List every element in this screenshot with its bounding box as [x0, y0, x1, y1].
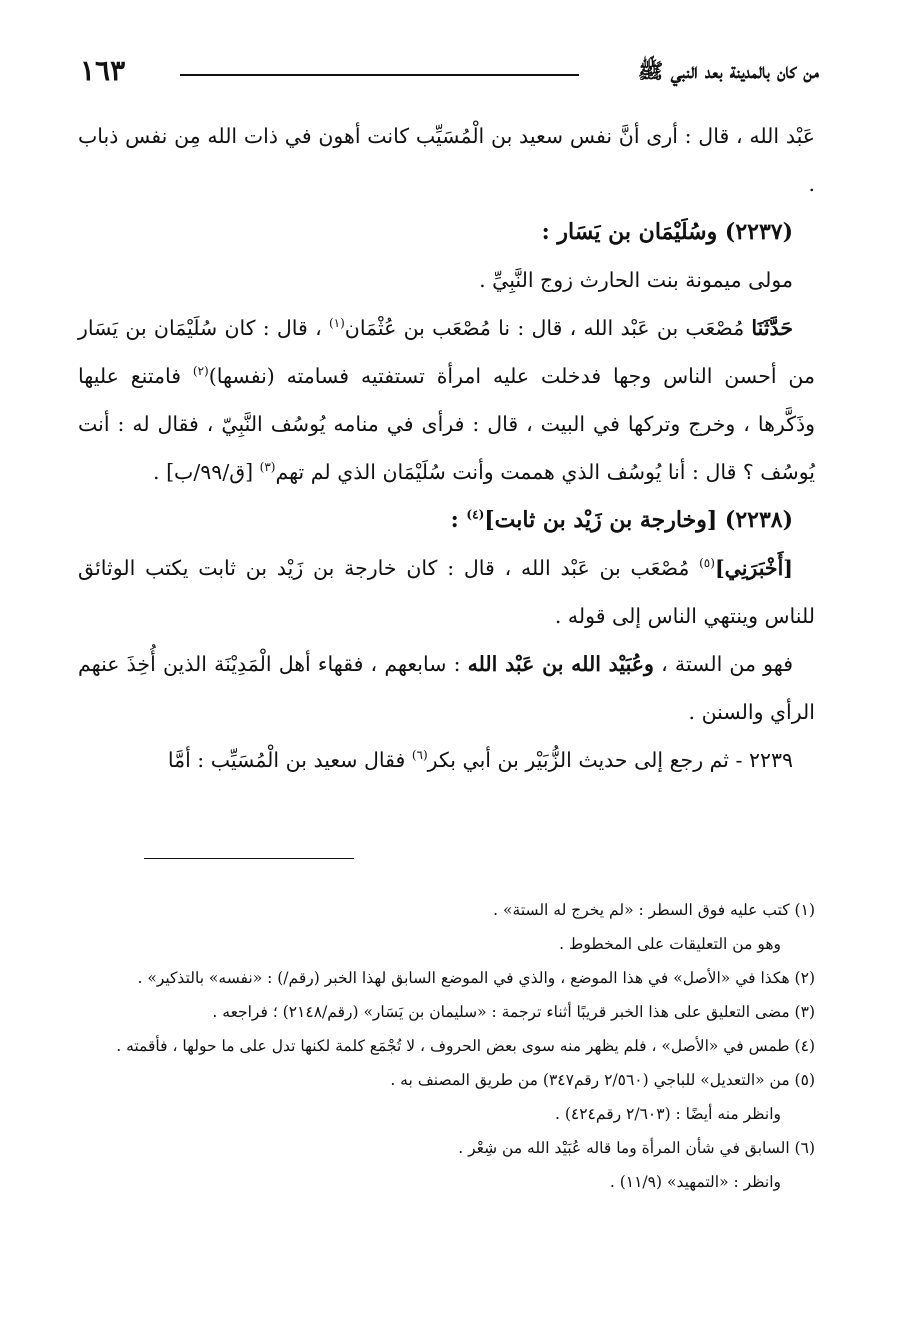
paragraph-5-bold-name: وعُبَيْد الله بن عَبْد الله — [467, 652, 654, 676]
narration-lead: حَدَّثَنَا — [751, 316, 793, 340]
entry-heading-2238-text: (٢٢٣٨) [وخارجة بن زَيْد بن ثابت] — [484, 507, 793, 533]
main-text — [78, 112, 815, 784]
footnote-ref-1[interactable]: (١) — [328, 316, 345, 331]
paragraph-2: مولى ميمونة بنت الحارث زوج النَّبِيِّ . — [479, 268, 793, 292]
footnote-2: (٢) هكذا في «الأصل» في هذا الموضع ، والذي في الموضع السابق لهذا الخبر (رقم/) : «نفسه» بالتذكير» . — [137, 969, 815, 987]
footnote-ref-2[interactable]: (٢) — [192, 364, 209, 379]
footnote-1: (١) كتب عليه فوق السطر : «لم يخرج له الستة» . — [493, 901, 815, 919]
footnote-1-continuation: وهو من التعليقات على المخطوط . — [559, 935, 781, 953]
footnote-4: (٤) طمس في «الأصل» ، فلم يظهر منه سوى بعض الحروف ، لا تُجْمَع كلمة لكنها تدل على ما حولها ، فأقمته . — [116, 1037, 815, 1055]
paragraph-5-part-c: : سابعهم ، فقهاء أهل الْمَدِيْنَة الذين أُخِذَ عنهم الرأي والسنن . — [78, 652, 815, 724]
footnote-ref-3[interactable]: (٣) — [259, 460, 276, 475]
paragraph-6 — [78, 736, 815, 784]
footnote-5-continuation: وانظر منه أيضًا : (٢/٦٠٣ رقم٤٢٤) . — [555, 1105, 781, 1123]
footnote-3: (٣) مضى التعليق على هذا الخبر قريبًا أثناء ترجمة : «سليمان بن يَسَار» (رقم/٢١٤٨) ؛ فراجعه . — [212, 1003, 815, 1021]
paragraph-4-rest: مُصْعَب بن عَبْد الله ، قال : كان خارجة بن زَيْد بن ثابت يكتب الوثائق للناس وينتهي الناس إلى قوله . — [78, 556, 815, 628]
paragraph-5 — [78, 640, 815, 736]
header-rule — [180, 74, 579, 76]
footnote-separator — [144, 858, 354, 859]
paragraph-5-part-a: فهو من الستة ، — [653, 652, 793, 676]
page-number: ١٦٣ — [80, 54, 126, 87]
running-title: من كان بالمدينة بعد النبي ﷺ — [637, 58, 819, 83]
footnote-ref-6[interactable]: (٦) — [411, 748, 428, 763]
entry-heading-2238-colon: : — [450, 507, 467, 533]
paragraph-3-part-d: [ق/٩٩/ب] . — [153, 460, 260, 484]
footnote-ref-4[interactable]: (٤) — [466, 507, 485, 522]
page-header — [80, 52, 819, 100]
entry-heading-2238 — [78, 496, 815, 544]
paragraph-3-part-b: ، قال : كان سُلَيْمَان بن يَسَار من أحسن الناس وجها فدخلت عليه امرأة تستفتيه فسامته (نفسها) — [78, 316, 815, 388]
paragraph-3-part-c: فامتنع عليها وذَكَّرها ، وخرج وتركها في البيت ، قال : فرأى في منامه يُوسُف النَّبِيّ ، فقال له : أنت يُوسُف ؟ قال : أنا يُوسُف الذي هممت وأنت سُلَيْمَان الذي لم تهم — [78, 364, 815, 484]
paragraph-1: عَبْد الله ، قال : أرى أنَّ نفس سعيد بن الْمُسَيِّب كانت أهون في ذات الله مِن نفس ذباب . — [78, 124, 815, 196]
narration-lead-2: [أَخْبَرَنِي] — [714, 556, 793, 580]
footnote-ref-5[interactable]: (٥) — [699, 556, 715, 571]
footnotes — [76, 893, 815, 1199]
entry-heading-2237: (٢٢٣٧) وسُلَيْمَان بن يَسَار : — [541, 219, 793, 245]
footnote-5: (٥) من «التعديل» للباجي (٢/٥٦٠ رقم٣٤٧) من طريق المصنف به . — [390, 1071, 815, 1089]
footnote-6: (٦) السابق في شأن المرأة وما قاله عُبَيْد الله من شِعْر . — [458, 1139, 815, 1157]
paragraph-3-part-a: مُصْعَب بن عَبْد الله ، قال : نا مُصْعَب بن عُثْمَان — [344, 316, 752, 340]
paragraph-6-part-a: ٢٢٣٩ - ثم رجع إلى حديث الزُّبَيْر بن أبي بكر — [427, 748, 793, 772]
paragraph-6-part-b: فقال سعيد بن الْمُسَيِّب : أمَّا — [167, 748, 412, 772]
paragraph-3 — [78, 304, 815, 496]
footnote-6-continuation: وانظر : «التمهيد» (١١/٩) . — [609, 1173, 781, 1191]
paragraph-4 — [78, 544, 815, 640]
